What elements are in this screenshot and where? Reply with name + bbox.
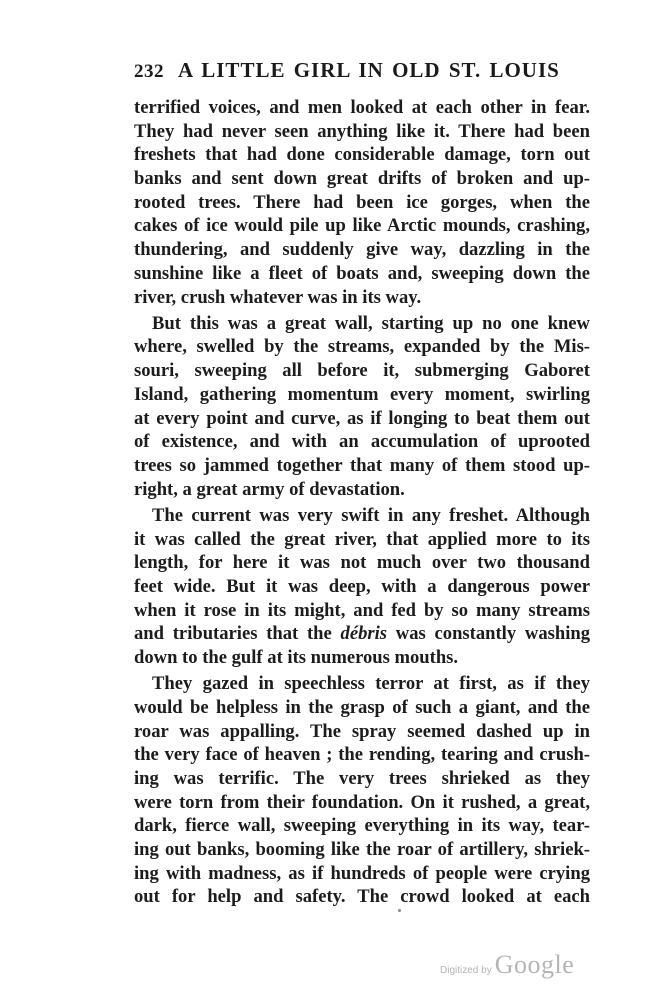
running-title: A LITTLE GIRL IN OLD ST. LOUIS: [178, 58, 560, 82]
text-line: They had never seen anything like it. There had been: [134, 120, 590, 142]
text-line: freshets that had done considerable damage, torn out: [134, 144, 590, 166]
paragraph-1: [134, 96, 590, 309]
text-line: were torn from their foundation. On it rushed, a great,: [134, 791, 590, 813]
text-line: and tributaries that the débris was constantly washing: [134, 623, 591, 645]
text-line: cakes of ice would pile up like Arctic mounds, crashing,: [134, 215, 590, 237]
text-line: roar was appalling. The spray seemed dashed up in: [134, 720, 590, 742]
text-line: souri, sweeping all before it, submerging Gaboret: [134, 360, 590, 382]
text-line: down to the gulf at its numerous mouths.: [134, 647, 459, 668]
running-head: [134, 58, 590, 83]
scan-speck: [398, 909, 401, 912]
digitized-watermark: [440, 950, 574, 980]
text-line: But this was a great wall, starting up no one knew: [152, 312, 590, 334]
text-line: when it rose in its might, and fed by so many streams: [134, 599, 590, 621]
text-line: Island, gathering momentum every moment, swirling: [134, 383, 590, 405]
text-line: where, swelled by the streams, expanded by the Mis-: [134, 336, 590, 358]
text-line: ing was terrific. The very trees shrieked as they: [134, 768, 590, 790]
text-line: The current was very swift in any freshet. Although: [152, 504, 590, 526]
text-line: would be helpless in the grasp of such a giant, and the: [134, 696, 590, 718]
text-line: ing out banks, booming like the roar of artillery, shriek-: [134, 839, 590, 861]
body-text: [134, 96, 590, 909]
paragraph-4: [134, 672, 590, 909]
text-line: terrified voices, and men looked at each other in fear.: [134, 97, 590, 118]
text-line: banks and sent down great drifts of broken and up-: [134, 168, 590, 190]
text-line: length, for here it was not much over two thousand: [134, 552, 590, 574]
text-line: at every point and curve, as if longing to beat them out: [134, 407, 590, 429]
paragraph-3: [134, 504, 590, 670]
text-line: of existence, and with an accumulation of uprooted: [134, 431, 590, 453]
text-line: feet wide. But it was deep, with a dangerous power: [134, 575, 590, 597]
text-line: rooted trees. There had been ice gorges, when the: [134, 191, 590, 213]
text-line: sunshine like a fleet of boats and, sweeping down the: [134, 262, 590, 284]
text-line: out for help and safety. The crowd looked at each: [134, 886, 590, 908]
text-line: the very face of heaven ; the rending, tearing and crush-: [134, 744, 590, 766]
italic-word: débris: [340, 623, 388, 645]
text-line: right, a great army of devastation.: [134, 478, 405, 500]
google-logo: Google: [494, 950, 575, 979]
paragraph-2: [134, 312, 590, 502]
text-line: dark, fierce wall, sweeping everything in its way, tear-: [134, 815, 590, 837]
text-line: river, crush whatever was in its way.: [134, 286, 422, 308]
text-line: it was called the great river, that applied more to its: [134, 528, 590, 550]
text-line: thundering, and suddenly give way, dazzling in the: [134, 239, 590, 261]
digitized-by-label: Digitized by: [440, 965, 492, 976]
page-number: 232: [134, 61, 164, 82]
text-line: ing with madness, as if hundreds of people were crying: [134, 862, 590, 884]
text-line: trees so jammed together that many of them stood up-: [134, 454, 590, 476]
text-line: They gazed in speechless terror at first, as if they: [152, 673, 590, 695]
